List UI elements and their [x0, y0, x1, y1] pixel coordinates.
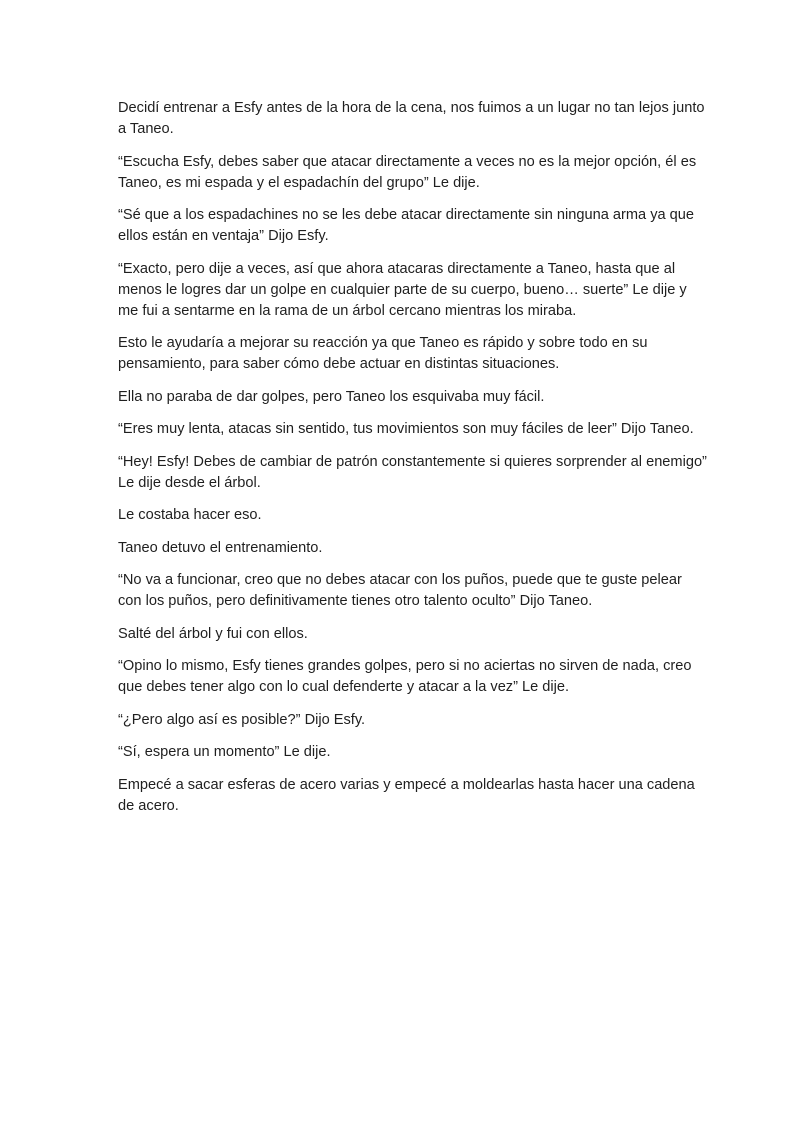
paragraph-12: Salté del árbol y fui con ellos. — [118, 625, 308, 642]
paragraph-16: Empecé a sacar esferas de acero varias y empecé a moldearlas hasta hacer una cadena de acero. — [118, 776, 695, 814]
paragraph-3: “Sé que a los espadachines no se les debe atacar directamente sin ninguna arma ya que ellos están en ventaja” Dijo Esfy. — [118, 207, 695, 244]
paragraph-8: “Hey! Esfy! Debes de cambiar de patrón constantemente si quieres sorprender al enemigo” Le dije desde el árbol. — [118, 453, 707, 491]
paragraph-4: “Exacto, pero dije a veces, así que ahora atacaras directamente a Taneo, hasta que al menos le logres dar un golpe en cualquier parte de su cuerpo, bueno… suerte” Le dije y me fui a sentarme en la rama de un árbol cercano mientras los miraba. — [118, 260, 687, 319]
paragraph-11: “No va a funcionar, creo que no debes atacar con los puños, puede que te guste pelear con los puños, pero definitivamente tienes otro talento oculto” Dijo Taneo. — [118, 572, 682, 609]
paragraph-1: Decidí entrenar a Esfy antes de la hora de la cena, nos fuimos a un lugar no tan lejos junto a Taneo. — [118, 100, 705, 137]
paragraph-5: Esto le ayudaría a mejorar su reacción ya que Taneo es rápido y sobre todo en su pensamiento, para saber cómo debe actuar en distintas situaciones. — [118, 335, 648, 372]
document-body — [118, 98, 708, 828]
paragraph-15: “Sí, espera un momento” Le dije. — [118, 744, 331, 760]
paragraph-14: “¿Pero algo así es posible?” Dijo Esfy. — [118, 711, 366, 728]
paragraph-6: Ella no paraba de dar golpes, pero Taneo los esquivaba muy fácil. — [118, 388, 545, 405]
paragraph-7: “Eres muy lenta, atacas sin sentido, tus movimientos son muy fáciles de leer” Dijo Taneo. — [118, 421, 694, 437]
paragraph-9: Le costaba hacer eso. — [118, 507, 262, 523]
paragraph-10: Taneo detuvo el entrenamiento. — [118, 539, 323, 556]
paragraph-13: “Opino lo mismo, Esfy tienes grandes golpes, pero si no aciertas no sirven de nada, creo que debes tener algo con lo cual defenderte y atacar a la vez” Le dije. — [118, 658, 692, 695]
paragraph-2: “Escucha Esfy, debes saber que atacar directamente a veces no es la mejor opción, él es Taneo, es mi espada y el espadachín del grupo” Le dije. — [118, 153, 697, 191]
